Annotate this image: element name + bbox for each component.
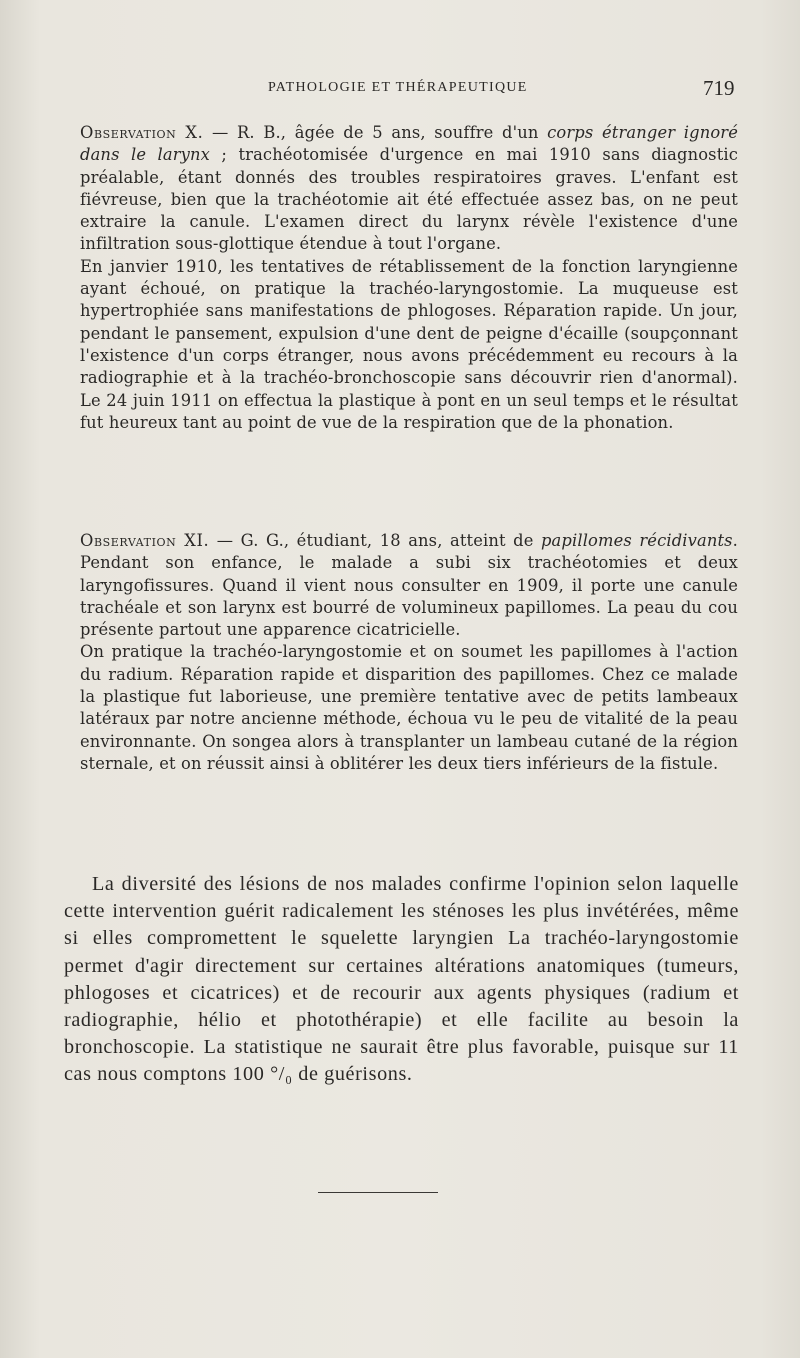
observation-11-intro: — G. G., étudiant, 18 ans, atteint de xyxy=(209,531,541,550)
observation-10-paragraph-2: En janvier 1910, les tentatives de rétablissement de la fonction laryngienne ayant échoué, on pratique la trachéo-laryngostomie. La muqueuse est hypertrophiée sans manifestations de phlogoses. Réparation rapide. Un jour, pendant le pansement, expulsion d'une dent de peigne d'écaille (soupçonnant l'existence d'un corps étranger, nous avons précédemment eu recours à la radiographie et à la trachéo-bronchoscopie sans découvrir rien d'anormal). Le 24 juin 1911 on effectua la plastique à pont en un seul temps et le résultat fut heureux tant au point de vue de la respiration que de la phonation. xyxy=(80,256,738,432)
observation-10-diagnosis: corps étranger ignoré dans le larynx xyxy=(80,123,739,165)
observation-11-paragraph-2: On pratique la trachéo-laryngostomie et on soumet les papillomes à l'action du radium. Réparation rapide et disparition des papillomes. Chez ce malade la plastique fut laborieuse, une première tentative avec de petits lambeaux latéraux par notre ancienne méthode, échoua vu le peu de vitalité de la peau environnante. On songea alors à transplanter un lambeau cutané de la région sternale, et on réussit ainsi à oblitérer les deux tiers inférieurs de la fistule. xyxy=(80,642,738,773)
observation-10-paragraph-1 xyxy=(80,122,738,256)
conclusion-paragraph: La diversité des lésions de nos malades confirme l'opinion selon laquelle cette intervention guérit radicalement les sténoses les plus invétérées, même si elles compromettent le squelette laryngien La trachéo-laryngostomie permet d'agir directement sur certaines altérations anatomiques (tumeurs, phlogoses et cicatrices) et de recourir aux agents physiques (radium et radiographie, hélio et photothérapie) et elle facilite au besoin la bronchoscopie. La statistique ne saurait être plus favorable, puisque sur 11 cas nous comptons 100 °/₀ de guérisons. xyxy=(64,873,739,1086)
page-header xyxy=(0,76,800,106)
observation-11-body: . Pendant son enfance, le malade a subi six trachéotomies et deux laryngofissures. Quand il vient nous consulter en 1909, il porte une canule trachéale et son larynx est bourré de volumineux papillomes. La peau du cou présente partout une apparence cicatricielle. xyxy=(80,531,738,640)
page-number: 719 xyxy=(703,76,735,100)
end-rule xyxy=(318,1192,438,1193)
observation-10 xyxy=(80,122,738,434)
observation-11-paragraph-1 xyxy=(80,530,738,641)
observation-11-label: Observation XI. xyxy=(80,531,210,550)
observation-11-diagnosis: papillomes récidivants xyxy=(540,531,733,550)
observation-10-body: ; trachéotomisée d'urgence en mai 1910 sans diagnostic préalable, étant donnés des troubles respiratoires graves. L'enfant est fiévreuse, bien que la trachéotomie ait été effectuée assez bas, on ne peut extraire la canule. L'examen direct du larynx révèle l'existence d'une infiltration sous-glottique étendue à tout l'organe. xyxy=(80,145,739,254)
running-head: PATHOLOGIE ET THÉRAPEUTIQUE xyxy=(268,80,528,95)
observation-11 xyxy=(80,530,738,775)
conclusion-section xyxy=(64,871,739,1089)
observation-10-intro: — R. B., âgée de 5 ans, souffre d'un xyxy=(203,123,548,142)
observation-10-label: Observation X. xyxy=(80,123,204,142)
